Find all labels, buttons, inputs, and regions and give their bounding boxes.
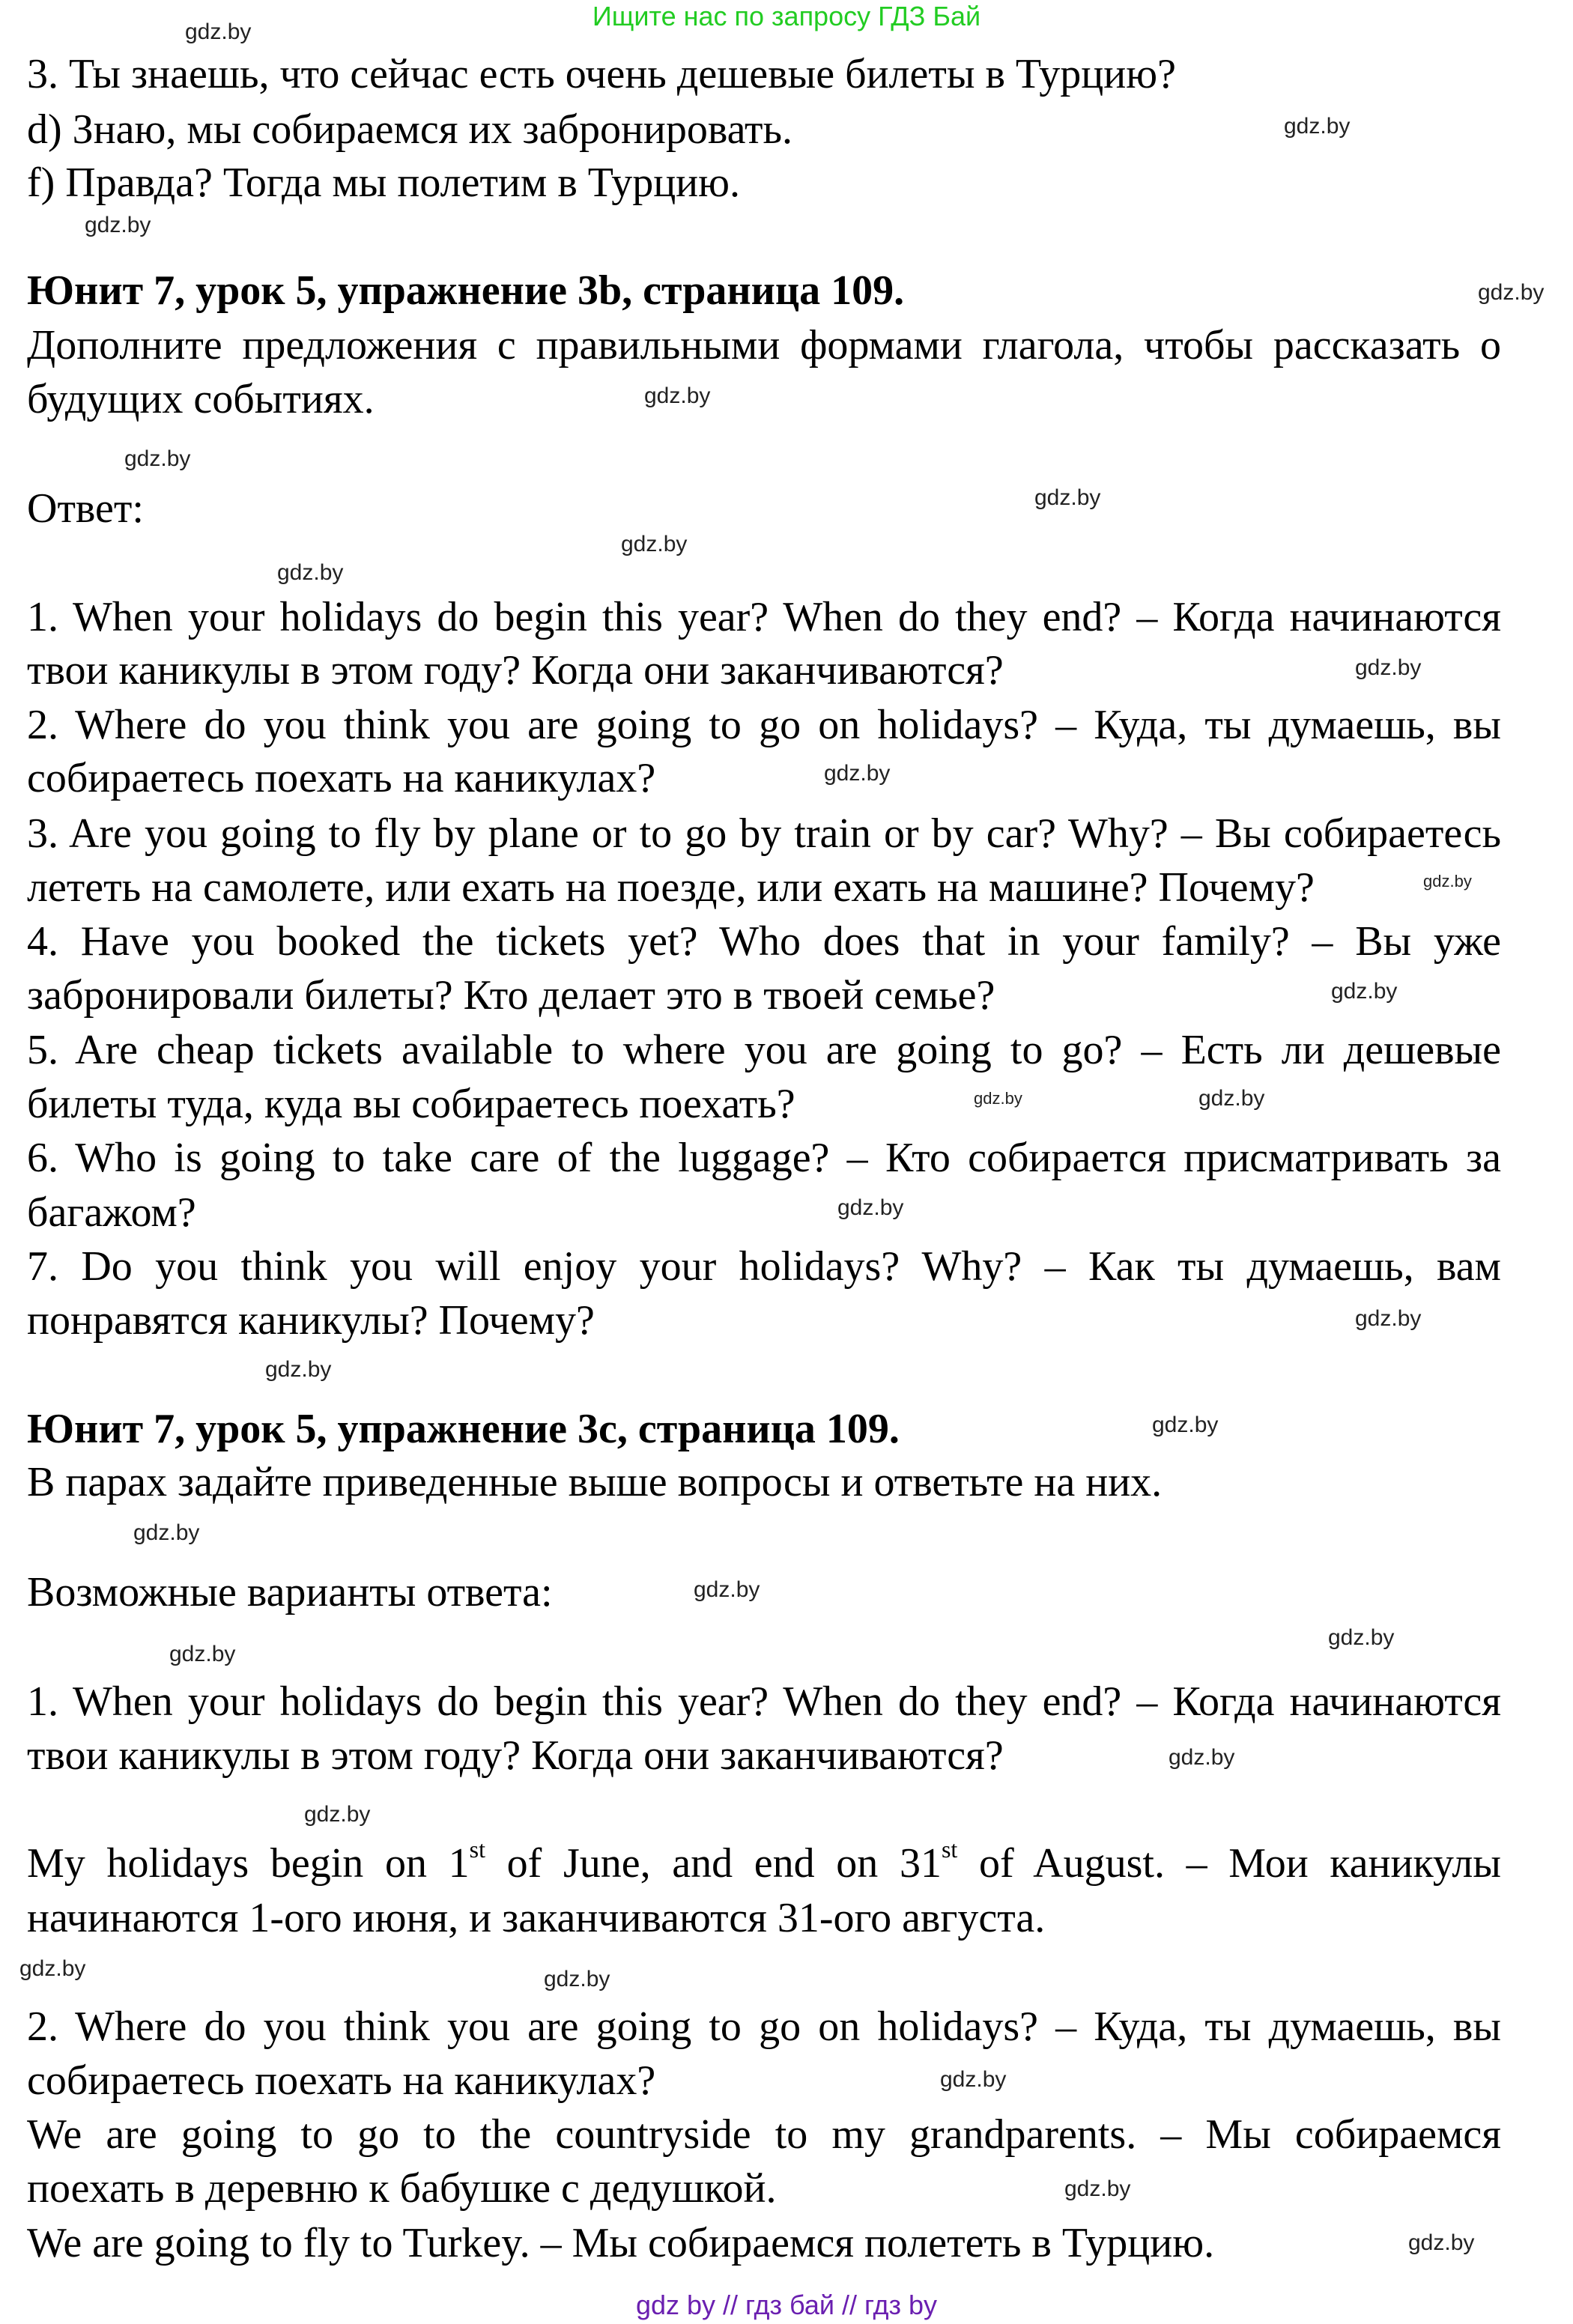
watermark: gdz.by: [1169, 1745, 1235, 1770]
watermark: gdz.by: [185, 19, 252, 44]
watermark: gdz.by: [824, 761, 891, 786]
watermark: gdz.by: [85, 213, 151, 237]
watermark: gdz.by: [1284, 114, 1351, 139]
answer-label: Возможные варианты ответа:: [27, 1569, 553, 1615]
answer-text: of June, and end on 31: [485, 1840, 942, 1887]
watermark: gdz.by: [1064, 2176, 1131, 2201]
watermark: gdz.by: [1331, 979, 1398, 1004]
answer-line: 6. Who is going to take care of the luggage? – Кто собирается присматривать за: [27, 1135, 1501, 1181]
answer-label: Ответ:: [27, 485, 144, 532]
watermark: gdz.by: [1152, 1413, 1219, 1437]
answer-line: 4. Have you booked the tickets yet? Who does that in your family? – Вы уже: [27, 918, 1501, 965]
question-line: собираетесь поехать на каникулах?: [27, 2057, 656, 2104]
answer-line: понравятся каникулы? Почему?: [27, 1297, 595, 1344]
watermark: gdz.by: [1034, 485, 1101, 510]
watermark: gdz.by: [265, 1357, 332, 1382]
watermark: gdz.by: [1198, 1086, 1265, 1111]
watermark: gdz.by: [974, 1089, 1022, 1108]
watermark: gdz.by: [1478, 280, 1545, 305]
answer-line: лететь на самолете, или ехать на поезде, или ехать на машине? Почему?: [27, 864, 1315, 911]
answer-line: We are going to fly to Turkey. – Мы собираемся полететь в Турцию.: [27, 2220, 1215, 2266]
question-line: 2. Where do you think you are going to go on holidays? – Куда, ты думаешь, вы: [27, 2003, 1501, 2050]
exercise-3c-task: В парах задайте приведенные выше вопросы и ответьте на них.: [27, 1459, 1163, 1505]
answer-line: [27, 1836, 1501, 1890]
answer-line: багажом?: [27, 1189, 196, 1236]
exercise-3c-heading: Юнит 7, урок 5, упражнение 3c, страница 109.: [27, 1406, 900, 1452]
answer-text: of August. – Мои каникулы: [957, 1840, 1501, 1887]
exercise-3b-task: будущих событиях.: [27, 376, 375, 422]
watermark: gdz.by: [1355, 655, 1422, 680]
search-banner[interactable]: Ищите нас по запросу ГДЗ Бай: [592, 1, 981, 31]
watermark: gdz.by: [169, 1642, 236, 1666]
answer-line: 3. Are you going to fly by plane or to go by train or by car? Why? – Вы собираетесь: [27, 810, 1501, 857]
footer-links[interactable]: gdz by // гдз бай // гдз by: [635, 2290, 938, 2320]
watermark: gdz.by: [133, 1520, 200, 1545]
watermark: gdz.by: [837, 1195, 904, 1220]
ordinal-suffix: st: [469, 1836, 485, 1863]
watermark: gdz.by: [1423, 872, 1472, 891]
answer-line: поехать в деревню к бабушке с дедушкой.: [27, 2165, 777, 2212]
prev-line: f) Правда? Тогда мы полетим в Турцию.: [27, 160, 740, 206]
question-line: твои каникулы в этом году? Когда они заканчиваются?: [27, 1732, 1004, 1779]
answer-line: билеты туда, куда вы собираетесь поехать?: [27, 1081, 795, 1127]
watermark: gdz.by: [1328, 1625, 1395, 1650]
answer-line: начинаются 1-ого июня, и заканчиваются 31-ого августа.: [27, 1895, 1046, 1941]
watermark: gdz.by: [940, 2067, 1007, 2092]
watermark: gdz.by: [19, 1956, 86, 1981]
answer-text: My holidays begin on 1: [27, 1840, 470, 1887]
watermark: gdz.by: [1355, 1306, 1422, 1331]
watermark: gdz.by: [1408, 2230, 1475, 2255]
watermark: gdz.by: [621, 532, 688, 556]
question-line: 1. When your holidays do begin this year? When do they end? – Когда начинаются: [27, 1678, 1501, 1725]
watermark: gdz.by: [277, 560, 344, 585]
ordinal-suffix: st: [941, 1836, 958, 1863]
prev-line: 3. Ты знаешь, что сейчас есть очень дешевые билеты в Турцию?: [27, 51, 1176, 97]
watermark: gdz.by: [544, 1967, 610, 1991]
answer-line: We are going to go to the countryside to my grandparents. – Мы собираемся: [27, 2111, 1501, 2158]
answer-line: забронировали билеты? Кто делает это в твоей семье?: [27, 972, 995, 1019]
exercise-3b-task: Дополните предложения с правильными формами глагола, чтобы рассказать о: [27, 322, 1501, 368]
answer-line: 1. When your holidays do begin this year? When do they end? – Когда начинаются: [27, 594, 1501, 640]
prev-line: d) Знаю, мы собираемся их забронировать.: [27, 106, 792, 153]
watermark: gdz.by: [304, 1802, 371, 1827]
answer-line: твои каникулы в этом году? Когда они заканчиваются?: [27, 647, 1004, 694]
answer-line: 5. Are cheap tickets available to where you are going to go? – Есть ли дешевые: [27, 1027, 1501, 1073]
watermark: gdz.by: [124, 446, 191, 471]
answer-line: 7. Do you think you will enjoy your holidays? Why? – Как ты думаешь, вам: [27, 1243, 1501, 1290]
watermark: gdz.by: [694, 1577, 760, 1602]
answer-line: 2. Where do you think you are going to go on holidays? – Куда, ты думаешь, вы: [27, 702, 1501, 748]
exercise-3b-heading: Юнит 7, урок 5, упражнение 3b, страница 109.: [27, 267, 905, 314]
answer-line: собираетесь поехать на каникулах?: [27, 755, 656, 801]
watermark: gdz.by: [644, 383, 711, 408]
